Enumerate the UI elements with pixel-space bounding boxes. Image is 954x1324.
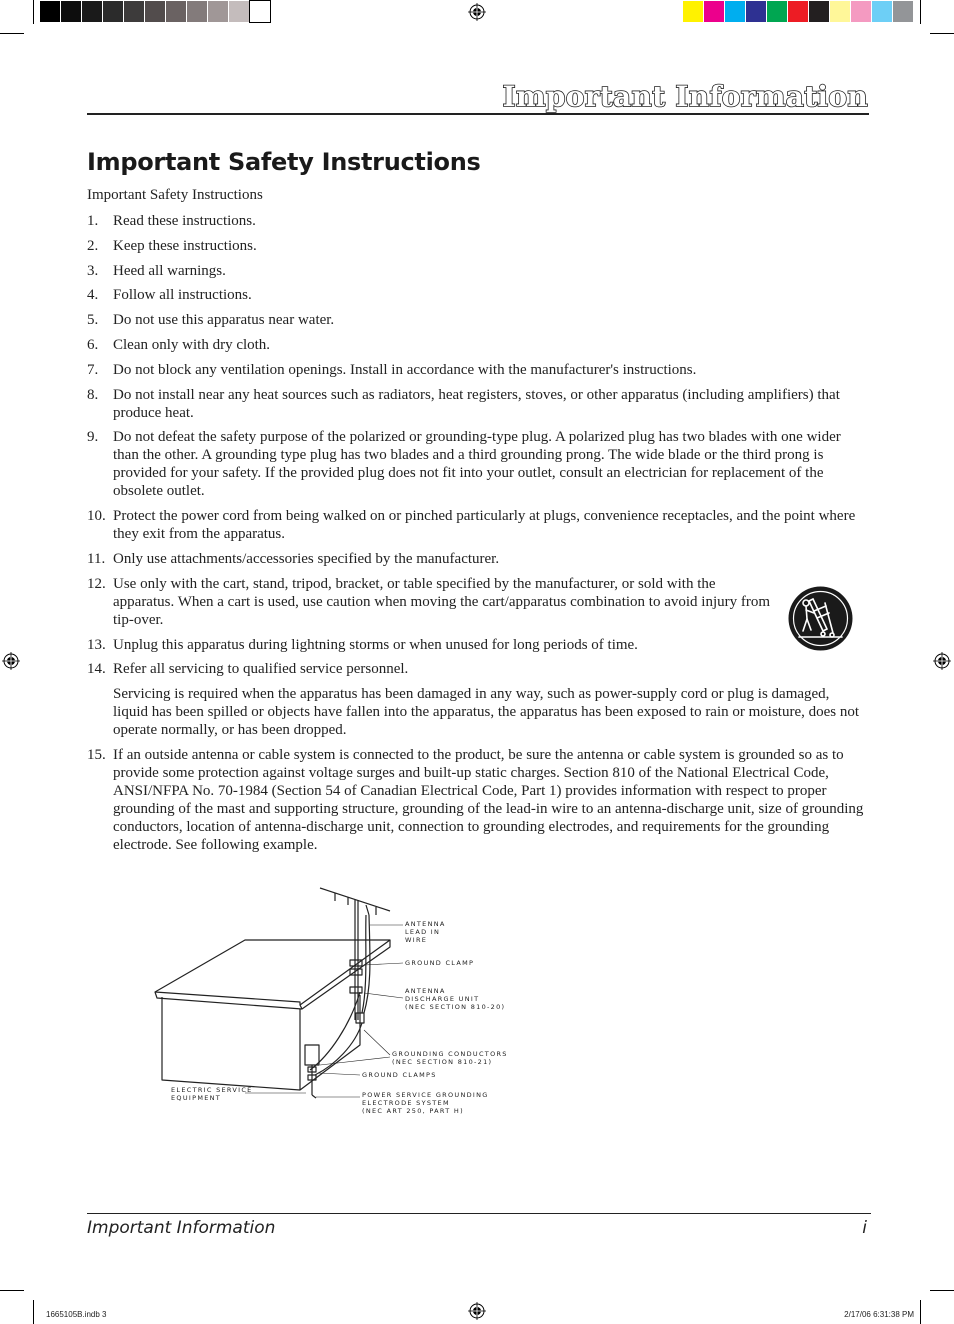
crop-mark xyxy=(930,1290,954,1291)
gray-swatch xyxy=(61,1,81,22)
gray-swatch xyxy=(250,1,270,22)
page-number: i xyxy=(862,1218,867,1238)
crop-mark xyxy=(920,0,921,24)
gray-swatch xyxy=(208,1,228,22)
registration-mark-icon xyxy=(2,652,20,670)
list-item-number: 3. xyxy=(87,262,99,279)
crop-mark xyxy=(0,1290,24,1291)
color-swatch xyxy=(830,1,850,22)
list-item xyxy=(87,575,867,629)
list-item-text: Read these instructions. xyxy=(113,213,256,229)
color-swatch xyxy=(725,1,745,22)
list-item-number: 7. xyxy=(87,361,99,378)
crop-mark xyxy=(920,1300,921,1324)
label-antenna-lead-in-wire: ANTENNA LEAD IN WIRE xyxy=(405,920,446,944)
list-item xyxy=(87,636,867,654)
gray-swatch xyxy=(166,1,186,22)
cart-tip-over-warning-icon xyxy=(787,585,854,652)
gray-swatch xyxy=(145,1,165,22)
file-slug: 1665105B.indb 3 xyxy=(46,1310,107,1319)
label-grounding-conductors: GROUNDING CONDUCTORS (NEC SECTION 810-21) xyxy=(392,1050,508,1066)
safety-instructions-list xyxy=(87,212,867,861)
list-item xyxy=(87,746,867,854)
list-item-text: Heed all warnings. xyxy=(113,262,226,279)
list-item xyxy=(87,212,867,230)
color-swatch xyxy=(746,1,766,22)
registration-mark-icon xyxy=(933,652,951,670)
list-item-number: 4. xyxy=(87,287,99,304)
list-item xyxy=(87,336,867,354)
label-antenna-discharge-unit: ANTENNA DISCHARGE UNIT (NEC SECTION 810-20) xyxy=(405,987,506,1011)
list-item-number: 12. xyxy=(87,575,106,592)
crop-mark xyxy=(33,1300,34,1324)
list-item xyxy=(87,286,867,304)
list-item-number: 15. xyxy=(87,747,106,764)
crop-mark xyxy=(0,33,24,34)
list-item-number: 6. xyxy=(87,336,99,353)
list-item-text: Keep these instructions. xyxy=(113,237,257,254)
gray-swatch xyxy=(103,1,123,22)
timestamp-slug: 2/17/06 6:31:38 PM xyxy=(844,1310,914,1319)
list-item-text: Do not install near any heat sources such as radiators, heat registers, stoves, or other apparatus (including amplifiers) that produce heat. xyxy=(113,386,840,421)
color-swatch xyxy=(767,1,787,22)
list-item-number: 1. xyxy=(87,213,99,229)
list-item-text: Refer all servicing to qualified service personnel. xyxy=(113,661,409,678)
footer-rule xyxy=(87,1213,871,1214)
intro-text: Important Safety Instructions xyxy=(87,187,263,203)
gray-swatch xyxy=(124,1,144,22)
gray-swatch xyxy=(229,1,249,22)
list-item xyxy=(87,428,867,500)
antenna-grounding-diagram xyxy=(150,885,510,1125)
list-item-text: Unplug this apparatus during lightning storms or when unused for long periods of time. xyxy=(113,636,638,653)
list-item xyxy=(87,386,867,422)
list-item-text: Do not use this apparatus near water. xyxy=(113,312,335,329)
page-title: Important Safety Instructions xyxy=(87,148,481,176)
list-item-text: Use only with the cart, stand, tripod, bracket, or table specified by the manufacturer, or sold with the apparatus. When a cart is used, use caution when moving the cart/apparatus combination to avoid injury from tip-over. xyxy=(113,575,771,628)
color-swatch xyxy=(788,1,808,22)
registration-mark-icon xyxy=(468,3,486,21)
list-item-number: 13. xyxy=(87,636,106,653)
list-item-number: 8. xyxy=(87,386,99,403)
color-swatch xyxy=(683,1,703,22)
list-item-detail: Servicing is required when the apparatus has been damaged in any way, such as power-supply cord or plug is damaged, liquid has been spilled or objects have fallen into the apparatus, the apparatus has been exposed to rain or moisture, does not operate normally, or has been dropped. xyxy=(113,686,860,739)
list-item xyxy=(87,311,867,329)
list-item-text: Follow all instructions. xyxy=(113,287,252,304)
crop-mark xyxy=(930,33,954,34)
list-item-text: Protect the power cord from being walked on or pinched particularly at plugs, convenience receptacles, and the point where they exit from the apparatus. xyxy=(113,508,856,543)
label-ground-clamp: GROUND CLAMP xyxy=(405,959,475,967)
list-item-text: Do not defeat the safety purpose of the polarized or grounding-type plug. A polarized plug has two blades with one wider than the other. A grounding type plug has two blades and a third grounding prong. The wide blade or the third prong is provided for your safety. If the provided plug does not fit into your outlet, consult an electrician for replacement of the obsolete outlet. xyxy=(113,429,841,500)
list-item xyxy=(87,550,867,568)
list-item-text: If an outside antenna or cable system is connected to the product, be sure the antenna or cable system is grounded so as to provide some protection against voltage surges and built-up static charges. Section 810 of the National Electrical Code, ANSI/NFPA No. 70-1984 (Section 54 of Canadian Electrical Code, Part 1) provides information with respect to proper grounding of the mast and supporting structure, grounding of the lead-in wire to an antenna-discharge unit, size of grounding conductors, location of antenna-discharge unit, connection to grounding electrodes, and requirements for the grounding electrode. See following example. xyxy=(113,747,864,854)
list-item xyxy=(87,237,867,255)
header-rule xyxy=(87,113,869,115)
label-power-service-grounding: POWER SERVICE GROUNDING ELECTRODE SYSTEM (NEC ART 250, PART H) xyxy=(362,1091,489,1115)
list-item-number: 11. xyxy=(87,550,106,567)
list-item-number: 9. xyxy=(87,429,99,446)
list-item xyxy=(87,660,867,739)
header-title: Important Information xyxy=(502,80,868,113)
color-swatch xyxy=(893,1,913,22)
gray-swatch xyxy=(82,1,102,22)
gray-swatch xyxy=(187,1,207,22)
color-swatch xyxy=(851,1,871,22)
label-electric-service-equipment: ELECTRIC SERVICE EQUIPMENT xyxy=(171,1086,253,1102)
crop-mark xyxy=(33,0,34,24)
list-item-text: Clean only with dry cloth. xyxy=(113,336,271,353)
list-item-number: 2. xyxy=(87,237,99,254)
list-item-number: 10. xyxy=(87,508,106,525)
list-item-number: 5. xyxy=(87,312,99,329)
list-item-number: 14. xyxy=(87,661,106,678)
gray-swatch xyxy=(40,1,60,22)
list-item xyxy=(87,262,867,280)
list-item-text: Do not block any ventilation openings. Install in accordance with the manufacturer's instructions. xyxy=(113,361,697,378)
footer-section-title: Important Information xyxy=(87,1218,276,1238)
list-item-text: Only use attachments/accessories specified by the manufacturer. xyxy=(113,550,500,567)
registration-mark-icon xyxy=(468,1302,486,1320)
color-swatch xyxy=(704,1,724,22)
color-swatch xyxy=(809,1,829,22)
color-swatch xyxy=(872,1,892,22)
list-item xyxy=(87,361,867,379)
label-ground-clamps: GROUND CLAMPS xyxy=(362,1071,437,1079)
list-item xyxy=(87,507,867,543)
